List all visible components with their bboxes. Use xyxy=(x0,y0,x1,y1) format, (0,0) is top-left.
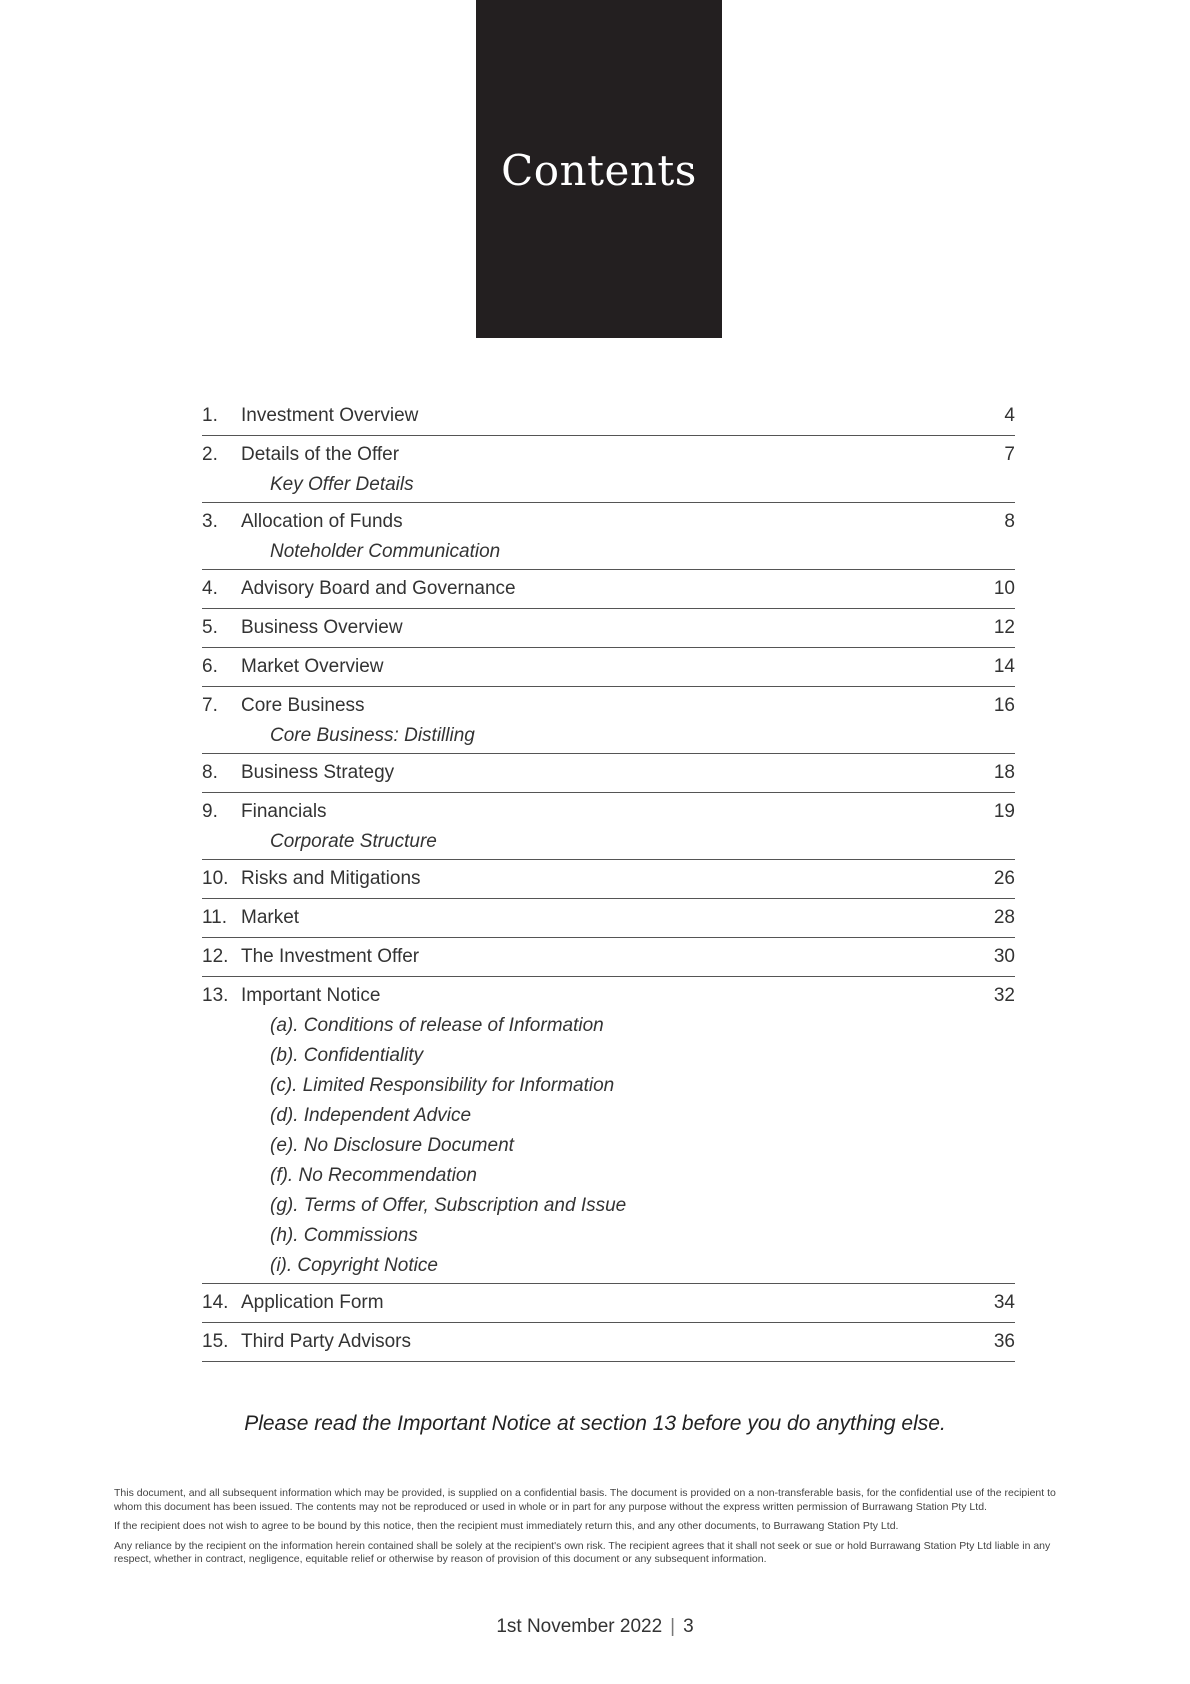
toc-row[interactable] xyxy=(202,617,1015,639)
toc-entry[interactable] xyxy=(202,436,1015,503)
toc-subsection[interactable]: Core Business: Distilling xyxy=(270,725,475,746)
footer-page-number: 3 xyxy=(683,1616,694,1637)
toc-entry-title: Market Overview xyxy=(241,656,384,677)
toc-entry-number: 15. xyxy=(202,1331,229,1352)
toc-row[interactable] xyxy=(202,405,1015,427)
toc-entry-number: 11. xyxy=(202,907,228,928)
toc-subsection[interactable]: (g). Terms of Offer, Subscription and Issue xyxy=(270,1195,627,1216)
toc-entry-number: 13. xyxy=(202,985,229,1006)
toc-subsection[interactable]: (i). Copyright Notice xyxy=(270,1255,438,1276)
toc-subsection-list xyxy=(202,721,1015,751)
toc-entry[interactable] xyxy=(202,687,1015,754)
footer-date: 1st November 2022 xyxy=(496,1616,663,1637)
toc-subsection-list xyxy=(202,470,1015,500)
title-block xyxy=(476,0,722,338)
toc-row[interactable] xyxy=(202,1292,1015,1314)
toc-entry-number: 2. xyxy=(202,444,218,465)
toc-entry[interactable] xyxy=(202,648,1015,687)
toc-row[interactable] xyxy=(202,762,1015,784)
toc-entry-page: 12 xyxy=(993,617,1015,638)
toc-entry[interactable] xyxy=(202,899,1015,938)
toc-entry-number: 6. xyxy=(202,656,218,677)
toc-entry-title: Details of the Offer xyxy=(241,444,400,465)
toc-entry-page: 4 xyxy=(1004,405,1015,426)
toc-entry[interactable] xyxy=(202,793,1015,860)
disclaimer-paragraph: Any reliance by the recipient on the information herein contained shall be solely at the recipient's own risk. The recipient agrees that it shall not seek or sue or hold Burrawang Station Pty Ltd liable in any respect, whether in contract, negligence, equitable relief or otherwise by reason of provision of this document or any subsequent information. xyxy=(114,1539,1051,1565)
toc-entry-number: 12. xyxy=(202,946,229,967)
toc-subsection[interactable]: (b). Confidentiality xyxy=(270,1045,424,1066)
toc-row[interactable] xyxy=(202,985,1015,1007)
disclaimer xyxy=(114,1487,1084,1573)
toc-entry[interactable] xyxy=(202,397,1015,436)
toc-subsection[interactable]: (c). Limited Responsibility for Information xyxy=(270,1075,615,1096)
toc-entry-title: Market xyxy=(241,907,300,928)
table-of-contents xyxy=(202,397,1015,1362)
toc-row[interactable] xyxy=(202,907,1015,929)
toc-entry-title: The Investment Offer xyxy=(241,946,420,967)
toc-subsection[interactable]: (h). Commissions xyxy=(270,1225,418,1246)
toc-entry-page: 36 xyxy=(993,1331,1015,1352)
toc-entry[interactable] xyxy=(202,860,1015,899)
toc-entry[interactable] xyxy=(202,1323,1015,1362)
toc-entry-number: 14. xyxy=(202,1292,229,1313)
toc-entry[interactable] xyxy=(202,503,1015,570)
toc-entry-title: Advisory Board and Governance xyxy=(241,578,516,599)
toc-entry-page: 26 xyxy=(993,868,1015,889)
toc-entry[interactable] xyxy=(202,977,1015,1284)
toc-entry-title: Risks and Mitigations xyxy=(241,868,421,889)
page-footer xyxy=(0,1616,1190,1638)
toc-entry-page: 7 xyxy=(1004,444,1015,465)
toc-entry-number: 5. xyxy=(202,617,218,638)
toc-subsection[interactable]: Corporate Structure xyxy=(270,831,437,852)
toc-subsection[interactable]: (a). Conditions of release of Information xyxy=(270,1015,604,1036)
toc-entry-number: 4. xyxy=(202,578,218,599)
toc-subsection[interactable]: (d). Independent Advice xyxy=(270,1105,472,1126)
toc-row[interactable] xyxy=(202,444,1015,466)
toc-entry-title: Third Party Advisors xyxy=(241,1331,411,1352)
toc-entry-page: 14 xyxy=(993,656,1015,677)
toc-entry-number: 8. xyxy=(202,762,218,783)
toc-entry-page: 16 xyxy=(993,695,1015,716)
toc-entry-page: 28 xyxy=(993,907,1015,928)
toc-row[interactable] xyxy=(202,656,1015,678)
toc-entry-title: Allocation of Funds xyxy=(241,511,403,532)
toc-entry-page: 30 xyxy=(993,946,1015,967)
toc-row[interactable] xyxy=(202,868,1015,890)
toc-entry-title: Business Overview xyxy=(241,617,403,638)
toc-row[interactable] xyxy=(202,511,1015,533)
footer-separator: | xyxy=(670,1616,676,1637)
toc-entry-number: 7. xyxy=(202,695,218,716)
page-title: Contents xyxy=(501,146,697,195)
toc-entry-number: 1. xyxy=(202,405,218,426)
toc-entry-page: 10 xyxy=(993,578,1015,599)
toc-entry[interactable] xyxy=(202,938,1015,977)
toc-entry-title: Important Notice xyxy=(241,985,381,1006)
toc-entry[interactable] xyxy=(202,609,1015,648)
toc-entry-page: 8 xyxy=(1004,511,1015,532)
toc-entry-number: 10. xyxy=(202,868,229,889)
toc-entry-number: 3. xyxy=(202,511,218,532)
toc-entry[interactable] xyxy=(202,1284,1015,1323)
toc-entry-number: 9. xyxy=(202,801,218,822)
disclaimer-paragraph: This document, and all subsequent information which may be provided, is supplied on a confidential basis. The document is provided on a non-transferable basis, for the confidential use of the recipient to whom this document has been issued. The contents may not be reproduced or used in whole or in part for any purpose without the express written permission of Burrawang Station Pty Ltd. xyxy=(114,1487,1056,1513)
toc-entry-page: 34 xyxy=(993,1292,1015,1313)
important-notice-callout: Please read the Important Notice at section 13 before you do anything else. xyxy=(244,1412,946,1435)
toc-entry[interactable] xyxy=(202,570,1015,609)
toc-entry-title: Business Strategy xyxy=(241,762,395,783)
toc-row[interactable] xyxy=(202,801,1015,823)
toc-subsection-list xyxy=(202,827,1015,857)
disclaimer-paragraph: If the recipient does not wish to agree to be bound by this notice, then the recipient must immediately return this, and any other documents, to Burrawang Station Pty Ltd. xyxy=(114,1520,899,1532)
toc-entry-page: 18 xyxy=(993,762,1015,783)
toc-entry-title: Application Form xyxy=(241,1292,384,1313)
toc-entry-title: Core Business xyxy=(241,695,365,716)
toc-subsection[interactable]: (e). No Disclosure Document xyxy=(270,1135,514,1156)
toc-entry-title: Financials xyxy=(241,801,327,822)
toc-row[interactable] xyxy=(202,695,1015,717)
toc-row[interactable] xyxy=(202,1331,1015,1353)
toc-subsection[interactable]: Key Offer Details xyxy=(270,474,414,495)
toc-entry-title: Investment Overview xyxy=(241,405,419,426)
toc-entry-page: 32 xyxy=(993,985,1015,1006)
toc-entry-page: 19 xyxy=(993,801,1015,822)
toc-subsection[interactable]: (f). No Recommendation xyxy=(270,1165,477,1186)
toc-subsection[interactable]: Noteholder Communication xyxy=(270,541,501,562)
toc-entry[interactable] xyxy=(202,754,1015,793)
toc-subsection-list xyxy=(202,537,1015,567)
toc-row[interactable] xyxy=(202,946,1015,968)
toc-row[interactable] xyxy=(202,578,1015,600)
toc-subsection-list xyxy=(202,1011,1015,1281)
